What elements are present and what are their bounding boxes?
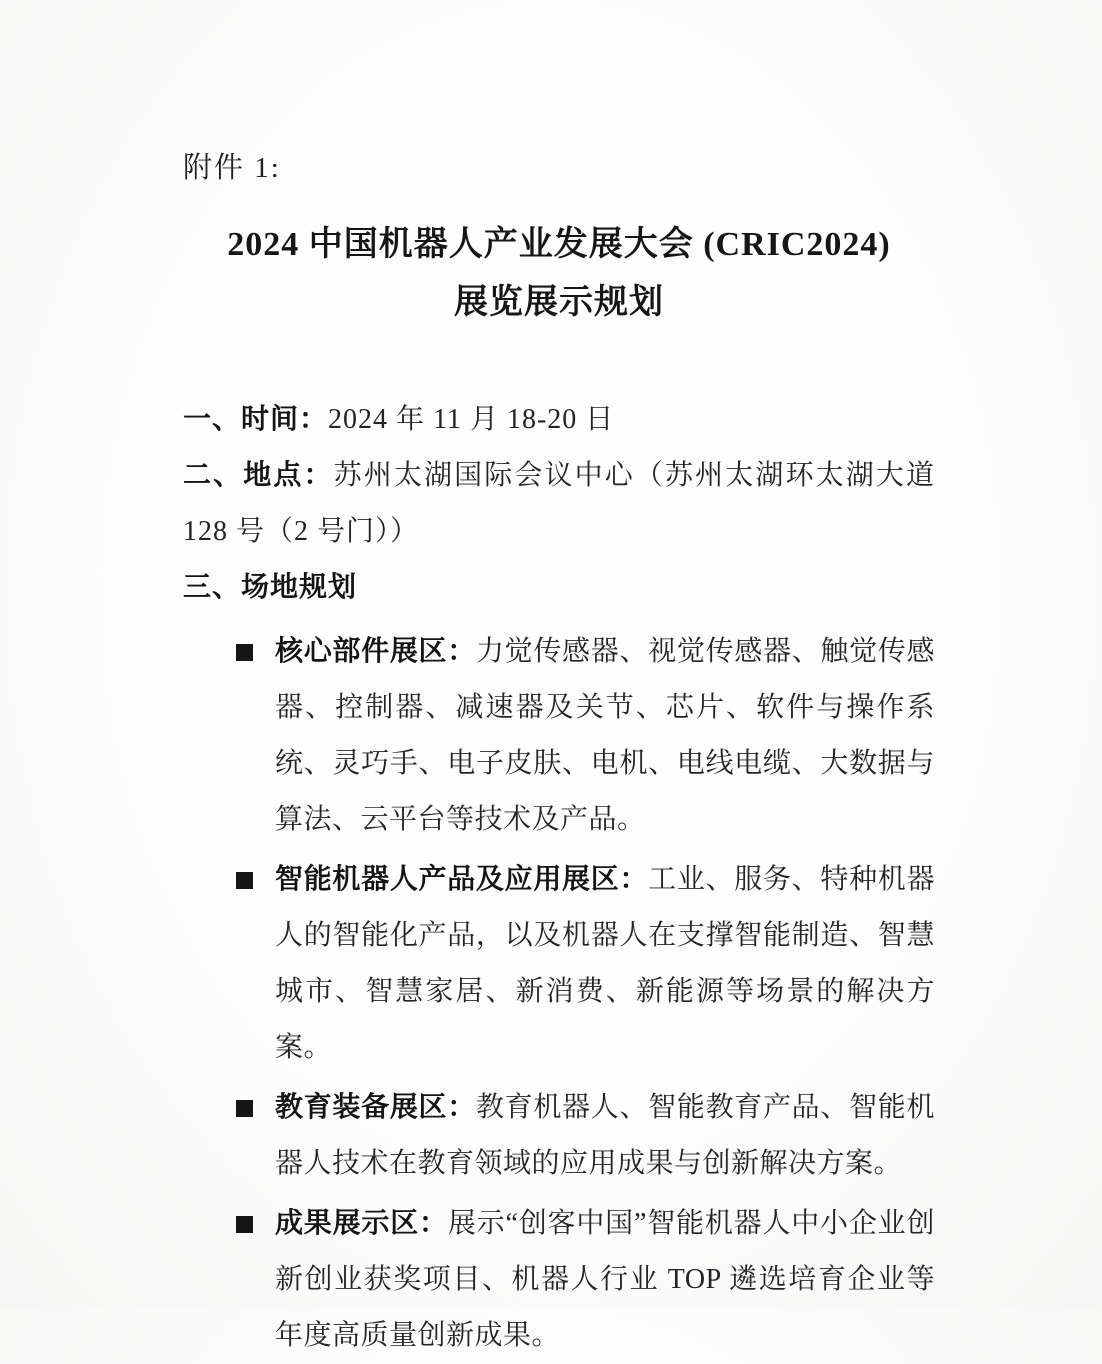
numbered-sections xyxy=(183,392,935,616)
document-subtitle: 展览展示规划 xyxy=(454,284,664,321)
exhibition-zone-list xyxy=(183,624,935,1364)
section-time-label: 一、时间： xyxy=(183,404,329,435)
zone-achievements xyxy=(275,1196,935,1364)
zone-achievements-desc: 展示“创客中国”智能机器人中小企业创新创业获奖项目、机器人行业 TOP 遴选培育企业等年度高质量创新成果。 xyxy=(275,1208,935,1351)
zone-intelligent-robots-desc: 工业、服务、特种机器人的智能化产品，以及机器人在支撑智能制造、智慧城市、智慧家居、新消费、新能源等场景的解决方案。 xyxy=(275,864,935,1063)
zone-education-equipment-label: 教育装备展区： xyxy=(275,1092,476,1123)
zone-core-components-label: 核心部件展区： xyxy=(275,636,476,667)
zone-intelligent-robots-label: 智能机器人产品及应用展区： xyxy=(275,864,649,895)
bullet-square-icon xyxy=(236,644,253,661)
section-venue-plan xyxy=(183,560,935,616)
list-item xyxy=(183,852,935,1076)
bullet-square-icon xyxy=(236,1100,253,1117)
section-location xyxy=(183,448,935,560)
document-title-block xyxy=(183,216,935,332)
zone-education-equipment-desc: 教育机器人、智能教育产品、智能机器人技术在教育领域的应用成果与创新解决方案。 xyxy=(275,1092,935,1179)
list-item xyxy=(183,1080,935,1192)
bullet-square-icon xyxy=(236,1216,253,1233)
document-title: 2024 中国机器人产业发展大会 (CRIC2024) xyxy=(227,226,891,263)
list-item xyxy=(183,1196,935,1364)
zone-achievements-label: 成果展示区： xyxy=(275,1208,448,1239)
zone-intelligent-robots xyxy=(275,852,935,1076)
attachment-label: 附件 1: xyxy=(183,152,281,184)
list-item xyxy=(183,624,935,848)
section-venue-plan-label: 三、场地规划 xyxy=(183,572,358,603)
zone-core-components-desc: 力觉传感器、视觉传感器、触觉传感器、控制器、减速器及关节、芯片、软件与操作系统、灵巧手、电子皮肤、电机、电线电缆、大数据与算法、云平台等技术及产品。 xyxy=(275,636,935,835)
zone-education-equipment xyxy=(275,1080,935,1192)
section-time xyxy=(183,392,935,448)
zone-core-components xyxy=(275,624,935,848)
section-location-value: 苏州太湖国际会议中心（苏州太湖环太湖大道 128 号（2 号门）） xyxy=(183,460,935,547)
section-time-value: 2024 年 11 月 18-20 日 xyxy=(328,404,615,435)
section-location-label: 二、地点： xyxy=(183,460,334,491)
bullet-square-icon xyxy=(236,872,253,889)
